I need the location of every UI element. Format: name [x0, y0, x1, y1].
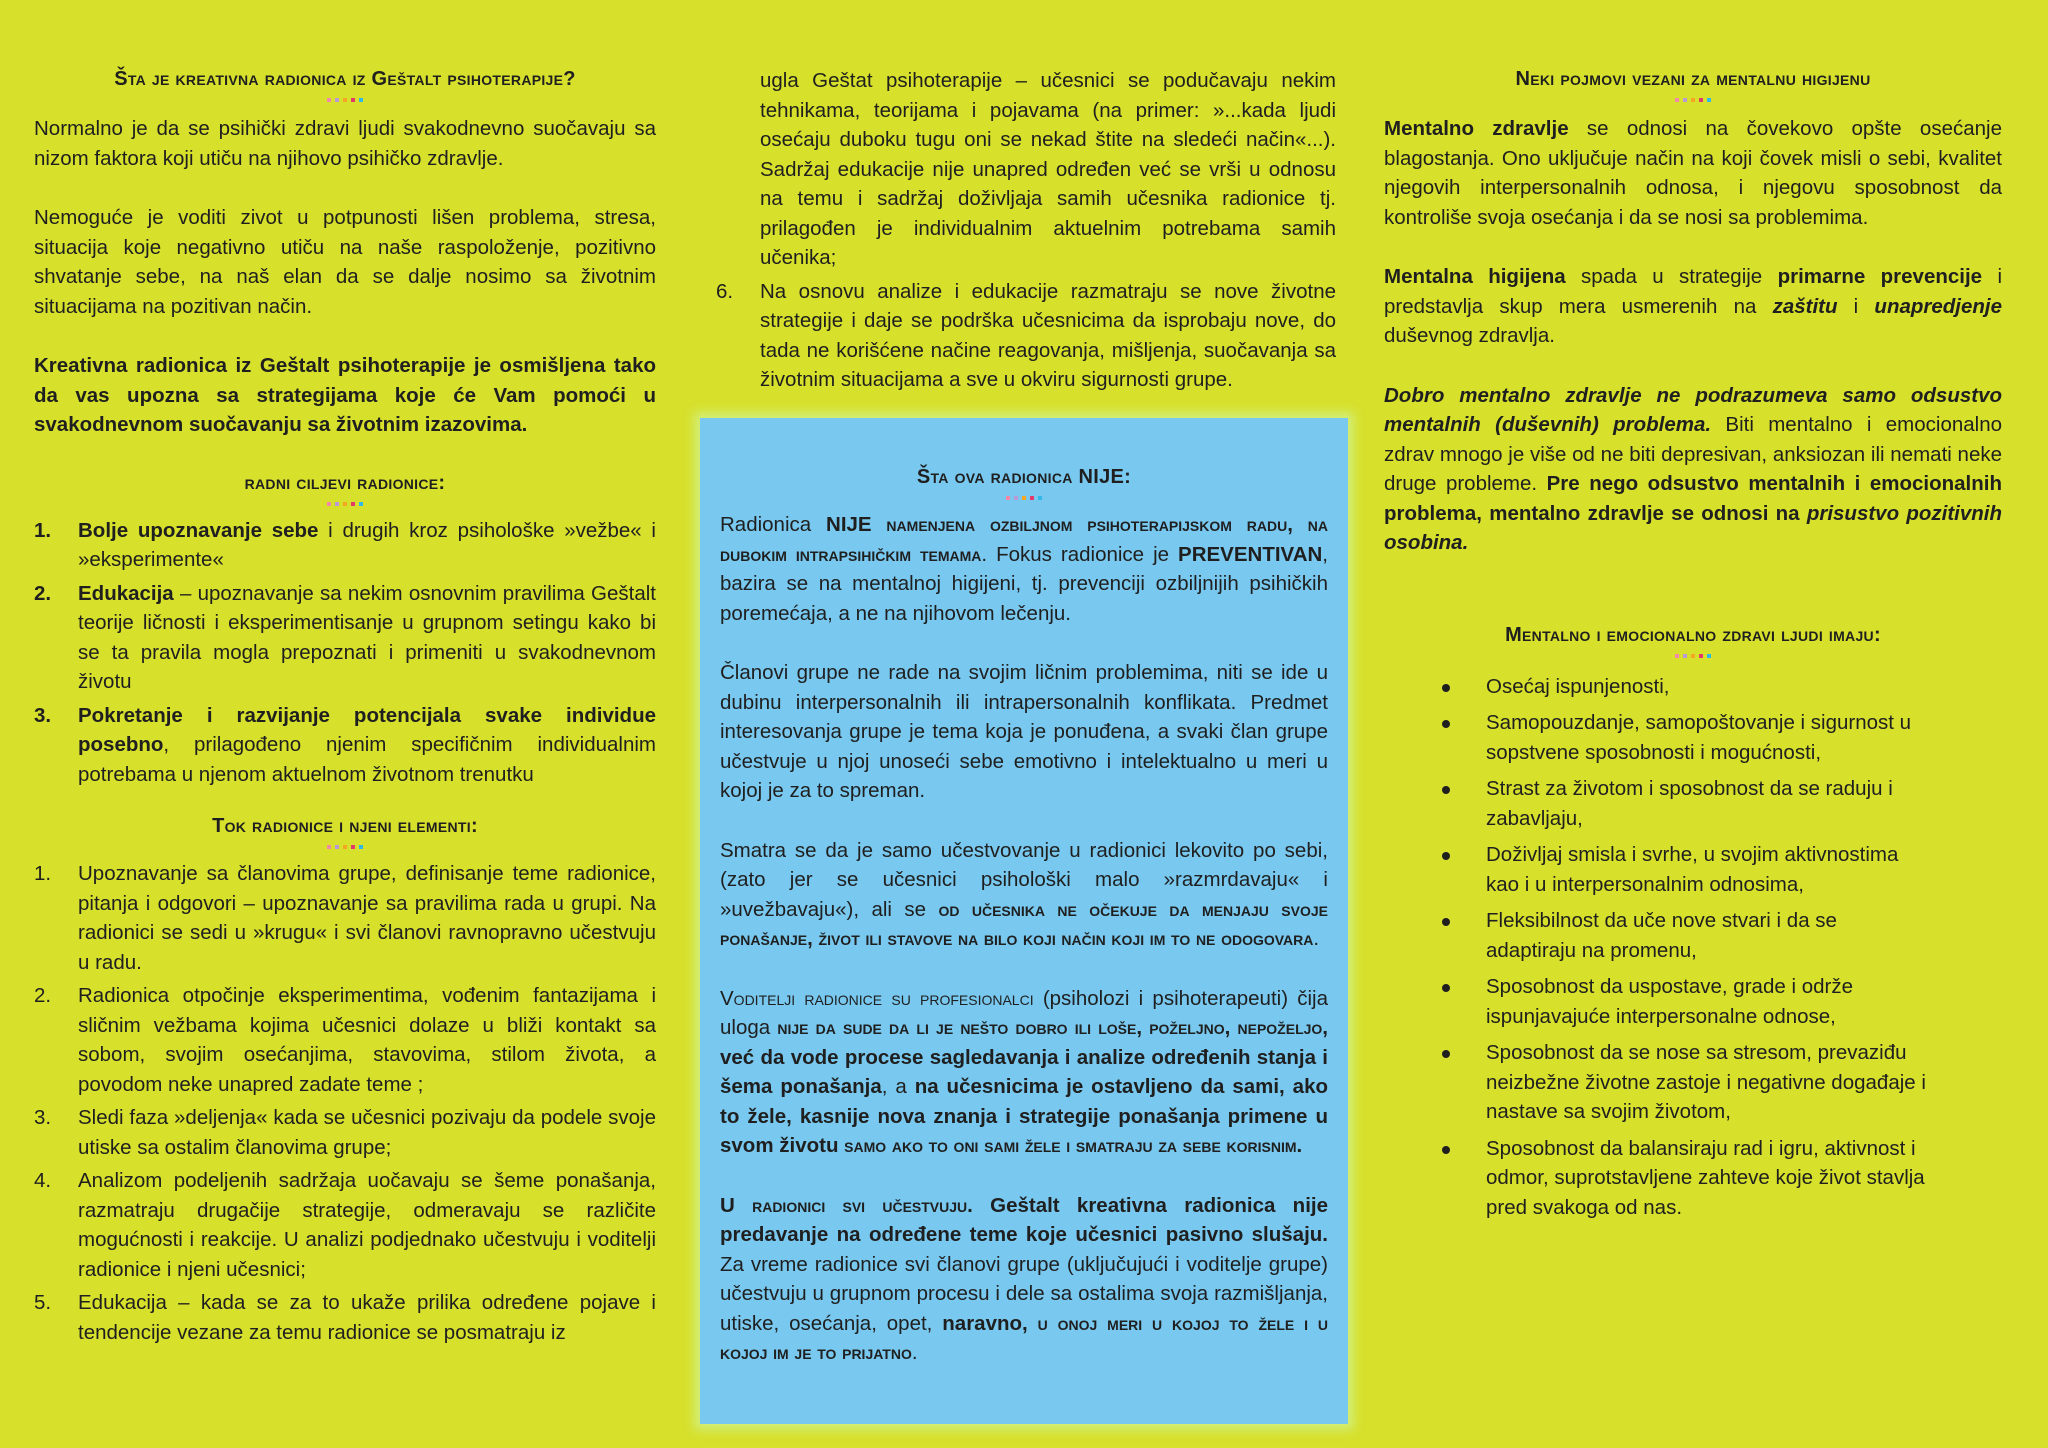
- step-text: Na osnovu analize i edukacije razmatraju se nove životne strategije i daje se podrška učesnicima da isprobaju nove, do tada ne korišćene načine reagovanja, mišljenja, suočavanja sa životnim situacijama a sve u okviru sigurnosti grupe.: [760, 279, 1336, 391]
- list-item: [34, 1166, 656, 1284]
- list-item: Strast za životom i sposobnost da se raduju i zabavljaju,: [1442, 774, 1932, 833]
- bullet-icon: [1442, 1050, 1450, 1058]
- intro-paragraph-1: Normalno je da se psihički zdravi ljudi svakodnevno suočavaju sa nizom faktora koji utiču na njihovo psihičko zdravlje.: [34, 117, 656, 170]
- list-number: 2.: [34, 581, 52, 605]
- goal-title: Edukacija: [78, 581, 174, 605]
- color-dots: [1384, 654, 2002, 658]
- list-item: Samopouzdanje, samopoštovanje i sigurnost u sopstvene sposobnosti i mogućnosti,: [1442, 708, 1932, 767]
- list-item: Sposobnost da uspostave, grade i održe ispunjavajuće interpersonalne odnose,: [1442, 972, 1932, 1031]
- bullet-icon: [1442, 684, 1450, 692]
- mental-health-paragraph: Mentalno zdravlje se odnosi na čovekovo opšte osećanje blagostanja. Ono uključuje način na koji čovek misli o sebi, kvalitet njegovih interpersonalnih odnosa, i njegovu sposobnost da kontroliše svoja osećanja i da se nosi sa problemima.: [1384, 117, 2002, 229]
- box-paragraph-3: Smatra se da je samo učestvovanje u radionici lekovito po sebi, (zato jer se učesnici psihološki malo »razmrdavaju« i »uvežbavaju«), ali se od učesnika ne očekuje da menjaju svoje ponašanje, život ili stavove na bilo koji način koji im to ne odogovara.: [720, 838, 1328, 950]
- list-item: Sposobnost da balansiraju rad i igru, aktivnost i odmor, suprotstavljene zahteve koje život stavlja pred svakoga od nas.: [1442, 1134, 1932, 1223]
- list-item: [34, 1288, 656, 1347]
- heading-mental-hygiene: Neki pojmovi vezani za mentalnu higijenu: [1515, 68, 1871, 90]
- goal-text: i drugih kroz psihološke »vežbe« i »eksperimente«: [78, 518, 656, 571]
- list-item: Sposobnost da se nose sa stresom, prevaziđu neizbežne životne zastoje i negativne događaje i nastave sa svojim životom,: [1442, 1038, 1932, 1127]
- healthy-traits-list: [1442, 672, 1932, 1223]
- color-dots: [34, 845, 656, 849]
- goal-title: Pokretanje i razvijanje potencijala svake individue posebno: [78, 703, 656, 756]
- box-paragraph-5: U radionici svi učestvuju. Geštalt kreativna radionica nije predavanje na određene teme koje učesnici pasivno slušaju. Za vreme radionice svi članovi grupe (uključujući i voditelje grupe) učestvuju u grupnom procesu i dele sa ostalima svoja razmišljanja, utiske, osećanja, opet, naravno, u onoj meri u kojoj to žele i u kojoj im je to prijatno.: [720, 1193, 1329, 1364]
- list-item: [34, 981, 656, 1099]
- goal-title: Bolje upoznavanje sebe: [78, 518, 319, 542]
- list-item: [34, 1103, 656, 1162]
- mental-hygiene-paragraph: Mentalna higijena spada u strategije primarne prevencije i predstavlja skup mera usmerenih na zaštitu i unapredjenje duševnog zdravlja.: [1384, 265, 2003, 347]
- list-item: Doživljaj smisla i svrhe, u svojim aktivnostima kao i u interpersonalnim odnosima,: [1442, 840, 1932, 899]
- list-number: 3.: [34, 1106, 52, 1129]
- heading-what-is-workshop: Šta je kreativna radionica iz Geštalt psihoterapije?: [114, 68, 576, 90]
- list-item: Fleksibilnost da uče nove stvari i da se adaptiraju na promenu,: [1442, 906, 1932, 965]
- list-item: [716, 66, 1336, 273]
- list-number: 2.: [34, 984, 52, 1007]
- heading-workshop-flow: Tok radionice i njeni elementi:: [212, 815, 478, 837]
- intro-paragraph-2: Nemoguće je voditi zivot u potpunosti lišen problema, stresa, situacija koje negativno utiču na naše raspoloženje, pozitivno shvatanje sebe, na naš elan da se dalje nosimo sa životnim situacijama na pozitivan način.: [34, 206, 656, 318]
- bullet-icon: [1442, 984, 1450, 992]
- list-item: Osećaj ispunjenosti,: [1442, 672, 1932, 702]
- steps-list-continued: [716, 66, 1336, 395]
- column-middle: [716, 0, 1336, 399]
- steps-list: [34, 859, 656, 1347]
- step-text: Upoznavanje sa članovima grupe, definisanje teme radionice, pitanja i odgovori – upoznavanje sa pravilima rada u grupi. Na radionici se sedi u »krugu« i svi članovi ravnopravno učestvuju u radu.: [78, 862, 656, 974]
- list-number: 3.: [34, 703, 52, 727]
- list-number: 6.: [716, 279, 734, 303]
- box-paragraph-2: Članovi grupe ne rade na svojim ličnim problemima, niti se ide u dubinu interpersonalnih ili intrapersonalnih konflikata. Predmet interesovanja grupe je tema koja je ponuđena, a svaki član grupe učestvuje u njoj unoseći sebe emotivno i intelektualno u meri u kojoj je za to spreman.: [720, 661, 1328, 802]
- bullet-icon: [1442, 918, 1450, 926]
- bullet-icon: [1442, 720, 1450, 728]
- column-left: [34, 0, 656, 1351]
- list-number: 1.: [34, 518, 52, 542]
- color-dots: [1384, 98, 2002, 102]
- heading-goals: radni ciljevi radionice:: [244, 471, 446, 494]
- step-text: Analizom podeljenih sadržaja uočavaju se šeme ponašanja, razmatraju drugačije strategije, odmeravaju se različite mogućnosti i reakcije. U analizi podjednako učestvuju i voditelji radionice i njeni učesnici;: [78, 1169, 656, 1281]
- list-number: 1.: [34, 862, 52, 885]
- good-mental-health-paragraph: Dobro mentalno zdravlje ne podrazumeva samo odsustvo mentalnih (duševnih) problema. Biti mentalno i emocionalno zdrav mnogo je više od ne biti depresivan, anksiozan ili nemati neke druge probleme. Pre nego odsustvo mentalnih i emocionalnih problema, mentalno zdravlje se odnosi na prisustvo pozitivnih osobina.: [1384, 383, 2002, 554]
- goals-list: [34, 516, 656, 790]
- step-text: Radionica otpočinje eksperimentima, vođenim fantazijama i sličnim vežbama kojima učesnici dolaze u bliži kontakt sa sobom, svojim osećanjima, stavovima, stilom života, a povodom neke unapred zadate teme ;: [78, 984, 656, 1096]
- color-dots: [720, 496, 1328, 500]
- color-dots: [34, 98, 656, 102]
- column-right: [1384, 0, 2002, 1229]
- list-item: [34, 859, 656, 977]
- color-dots: [34, 502, 656, 506]
- step-text: ugla Geštat psihoterapije – učesnici se podučavaju nekim tehnikama, teorijama i pojavama (na primer: »...kada ljudi osećaju duboku tugu oni se nekad štite na sledeći način«...). Sadržaj edukacije nije unapred određen već se vrši u odnosu na temu i sadržaj doživljaja samih učesnika radionice tj. prilagođen je individualnim aktuelnim potrebama samih učenika;: [760, 69, 1336, 269]
- step-text: Sledi faza »deljenja« kada se učesnici pozivaju da podele svoje utiske sa ostalim članovima grupe;: [78, 1106, 656, 1159]
- bullet-icon: [1442, 852, 1450, 860]
- list-item: [716, 277, 1336, 395]
- bullet-icon: [1442, 786, 1450, 794]
- bullet-icon: [1442, 1146, 1450, 1154]
- heading-not-workshop: Šta ova radionica NIJE:: [916, 466, 1132, 488]
- list-number: 4.: [34, 1169, 52, 1192]
- intro-paragraph-3: Kreativna radionica iz Geštalt psihoterapije je osmišljena tako da vas upozna sa strategijama koje će Vam pomoći u svakodnevnom suočavanju sa životnim izazovima.: [34, 354, 656, 436]
- heading-healthy-people: Mentalno i emocionalno zdravi ljudi imaju:: [1505, 623, 1881, 646]
- list-item: [34, 579, 656, 697]
- list-number: 5.: [34, 1291, 52, 1314]
- goal-text: , prilagođeno njenim specifičnim individualnim potrebama u njenom aktuelnom životnom trenutku: [78, 733, 656, 786]
- list-item: [34, 516, 656, 575]
- box-paragraph-1: Radionica NIJE namenjena ozbiljnom psihoterapijskom radu, na dubokim intrapsihičkim temama. Fokus radionice je PREVENTIVAN, bazira se na mentalnoj higijeni, tj. prevenciji ozbiljnijih psihičkih poremećaja, a ne na njihovom lečenju.: [720, 513, 1328, 625]
- goal-text: – upoznavanje sa nekim osnovnim pravilima Geštalt teorije ličnosti i eksperimentisanje u grupnom setingu kako bi se ta pravila mogla prepoznati i primeniti u svakodnevnom životu: [78, 581, 656, 693]
- list-item: [34, 701, 656, 790]
- not-workshop-box: [700, 418, 1348, 1424]
- box-paragraph-4: Voditelji radionice su profesionalci (psiholozi i psihoterapeuti) čija uloga nije da sude da li je nešto dobro ili loše, poželjno, nepoželjo, već da vode procese sagledavanja i analize određenih stanja i šema ponašanja, a na učesnicima je ostavljeno da sami, ako to žele, kasnije nova znanja i strategije ponašanja primene u svom životu samo ako to oni sami žele i smatraju za sebe korisnim.: [720, 986, 1329, 1157]
- step-text: Edukacija – kada se za to ukaže prilika određene pojave i tendencije vezane za temu radionice se posmatraju iz: [78, 1291, 656, 1344]
